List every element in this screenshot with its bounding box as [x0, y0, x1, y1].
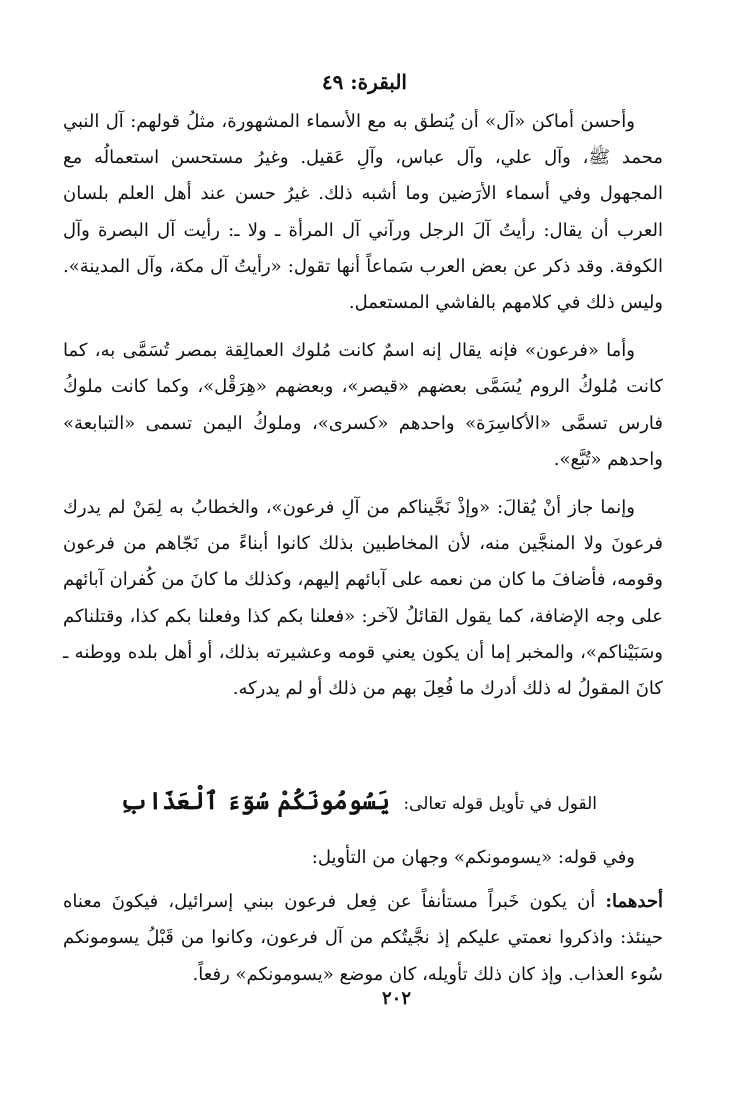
page-number: ٢٠٢ [381, 988, 411, 1009]
interpretation-text [63, 840, 663, 1001]
first-interpretation-label: أحدهما: [605, 891, 663, 913]
section-heading [120, 786, 597, 815]
paragraph-address-explanation: وإنما جاز أنْ يُقالَ: «وإذْ نَجَّيناكم من آلِ فرعون»، والخطابُ به لِمَنْ لم يدرك فرعونَ ولا المنجَّين منه، لأن المخاطبين بذلك كانوا أبناءً من نَجّاهم من فرعون وقومه، فأضافَ ما كان من نعمه على آبائهم إليهم، وكذلك ما كانَ من كُفران آبائهم على وجه الإضافة، كما يقول القائلُ لآخر: «فعلنا بكم كذا وفعلنا بكم كذا، وقتلناكم وسَبَيْناكم»، والمخبر إما أن يكون يعني قومه وعشيرته بذلك، أو أهل بلده ووطنه ـ كانَ المقولُ له ذلك أدرك ما فُعِلَ بهم من ذلك أو لم يدركه. [63, 497, 663, 700]
quranic-verse-heading: يَسُومُونَكُمْ سُوٓءَ ٱلْعَذَابِ [120, 786, 390, 815]
section-heading-lead: القول في تأويل قوله تعالى: [403, 794, 597, 814]
paragraph-two-interpretations: وفي قوله: «يسومونكم» وجهان من التأويل: [311, 847, 635, 868]
paragraph-al-usage: وأحسن أماكن «آل» أن يُنطق به مع الأسماء المشهورة، مثلُ قولهم: آل النبي محمد ﷺ، وآل علي، وآل عباس، وآلِ عَقيل. وغيرُ مستحسن استعمالُه مع المجهول وفي أسماء الأرَضين وما أشبه ذلك. غيرُ حسن عند أهل العلم بلسان العرب أن يقال: رأيتُ آلَ الرجل ورآني آل المرأة ـ ولا ـ: رأيت آل البصرة وآل الكوفة. وقد ذكر عن بعض العرب سَماعاً أنها تقول: «رأيتُ آل مكة، وآل المدينة». وليس ذلك في كلامهم بالفاشي المستعمل. [63, 111, 663, 314]
page-header: البقرة: ٤٩ [321, 70, 407, 94]
paragraph-first-interpretation [63, 884, 663, 993]
first-interpretation-text: أن يكون خَبراً مستأنفاً عن فِعل فرعون ببني إسرائيل، فيكونَ معناه حينئذ: واذكروا نعمتي عليكم إذ نجَّيتُكم من آل فرعون، وكانوا من قَبْلُ يسومونكم سُوء العذاب. وإذ كان ذلك تأويله، كان موضع «يسومونكم» رفعاً. [63, 891, 663, 985]
paragraph-pharaoh-name: وأما «فرعون» فإنه يقال إنه اسمٌ كانت مُلوك العمالِقة بمصر تُسَمَّى به، كما كانت مُلوكُ الروم يُسَمَّى بعضهم «قيصر»، وبعضهم «هِرَقْل»، وكما كانت ملوكُ فارس تسمَّى «الأكاسِرَة» واحدهم «كسرى»، وملوكُ اليمن تسمى «التبابعة» واحدهم «تُبَّع». [63, 340, 663, 470]
main-text [63, 104, 663, 707]
